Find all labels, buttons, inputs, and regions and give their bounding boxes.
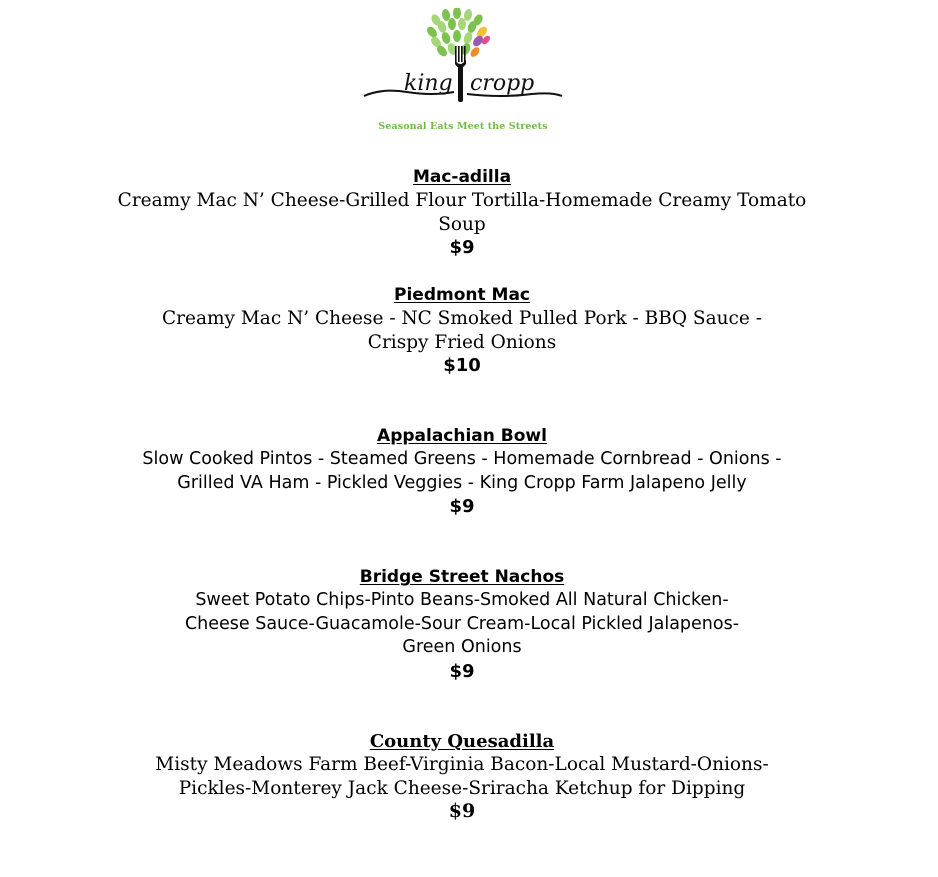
- logo-wordmark-right: cropp: [470, 71, 535, 96]
- menu-item-name: County Quesadilla: [369, 731, 555, 752]
- menu-item: [100, 425, 824, 518]
- menu-item: [100, 730, 824, 823]
- brand-tagline: Seasonal Eats Meet the Streets: [378, 121, 548, 132]
- logo-wordmark-left: king: [404, 71, 453, 96]
- menu-item-price: $10: [443, 355, 481, 376]
- brand-logo: [362, 8, 564, 130]
- menu-item-price: $9: [449, 660, 475, 682]
- menu-item-price: $9: [449, 496, 475, 517]
- menu-item-description: Misty Meadows Farm Beef-Virginia Bacon-Local Mustard-Onions-Pickles-Monterey Jack Cheese-Sriracha Ketchup for Dipping: [155, 754, 769, 799]
- fork-icon: [455, 46, 466, 102]
- menu-item-name: Mac-adilla: [412, 167, 512, 187]
- menu-item: [100, 284, 824, 377]
- menu-item-description: Creamy Mac N’ Cheese - NC Smoked Pulled Pork - BBQ Sauce - Crispy Fried Onions: [162, 308, 762, 353]
- menu-item-price: $9: [448, 800, 476, 822]
- tree-fork-icon: [362, 8, 564, 120]
- menu-item-description: Sweet Potato Chips-Pinto Beans-Smoked All Natural Chicken-Cheese Sauce-Guacamole-Sour Cream-Local Pickled Jalapenos-Green Onions: [184, 590, 740, 657]
- menu-item-name: Bridge Street Nachos: [359, 567, 565, 587]
- menu-item-description: Creamy Mac N’ Cheese-Grilled Flour Tortilla-Homemade Creamy Tomato Soup: [117, 190, 807, 235]
- menu-item-description: Slow Cooked Pintos - Steamed Greens - Homemade Cornbread - Onions - Grilled VA Ham - Pickled Veggies - King Cropp Farm Jalapeno Jelly: [142, 449, 782, 493]
- menu-item-name: Appalachian Bowl: [377, 426, 547, 446]
- menu-item: [100, 166, 824, 259]
- menu-item-price: $9: [449, 237, 475, 258]
- menu-item: [100, 566, 824, 683]
- menu-item-name: Piedmont Mac: [394, 285, 530, 305]
